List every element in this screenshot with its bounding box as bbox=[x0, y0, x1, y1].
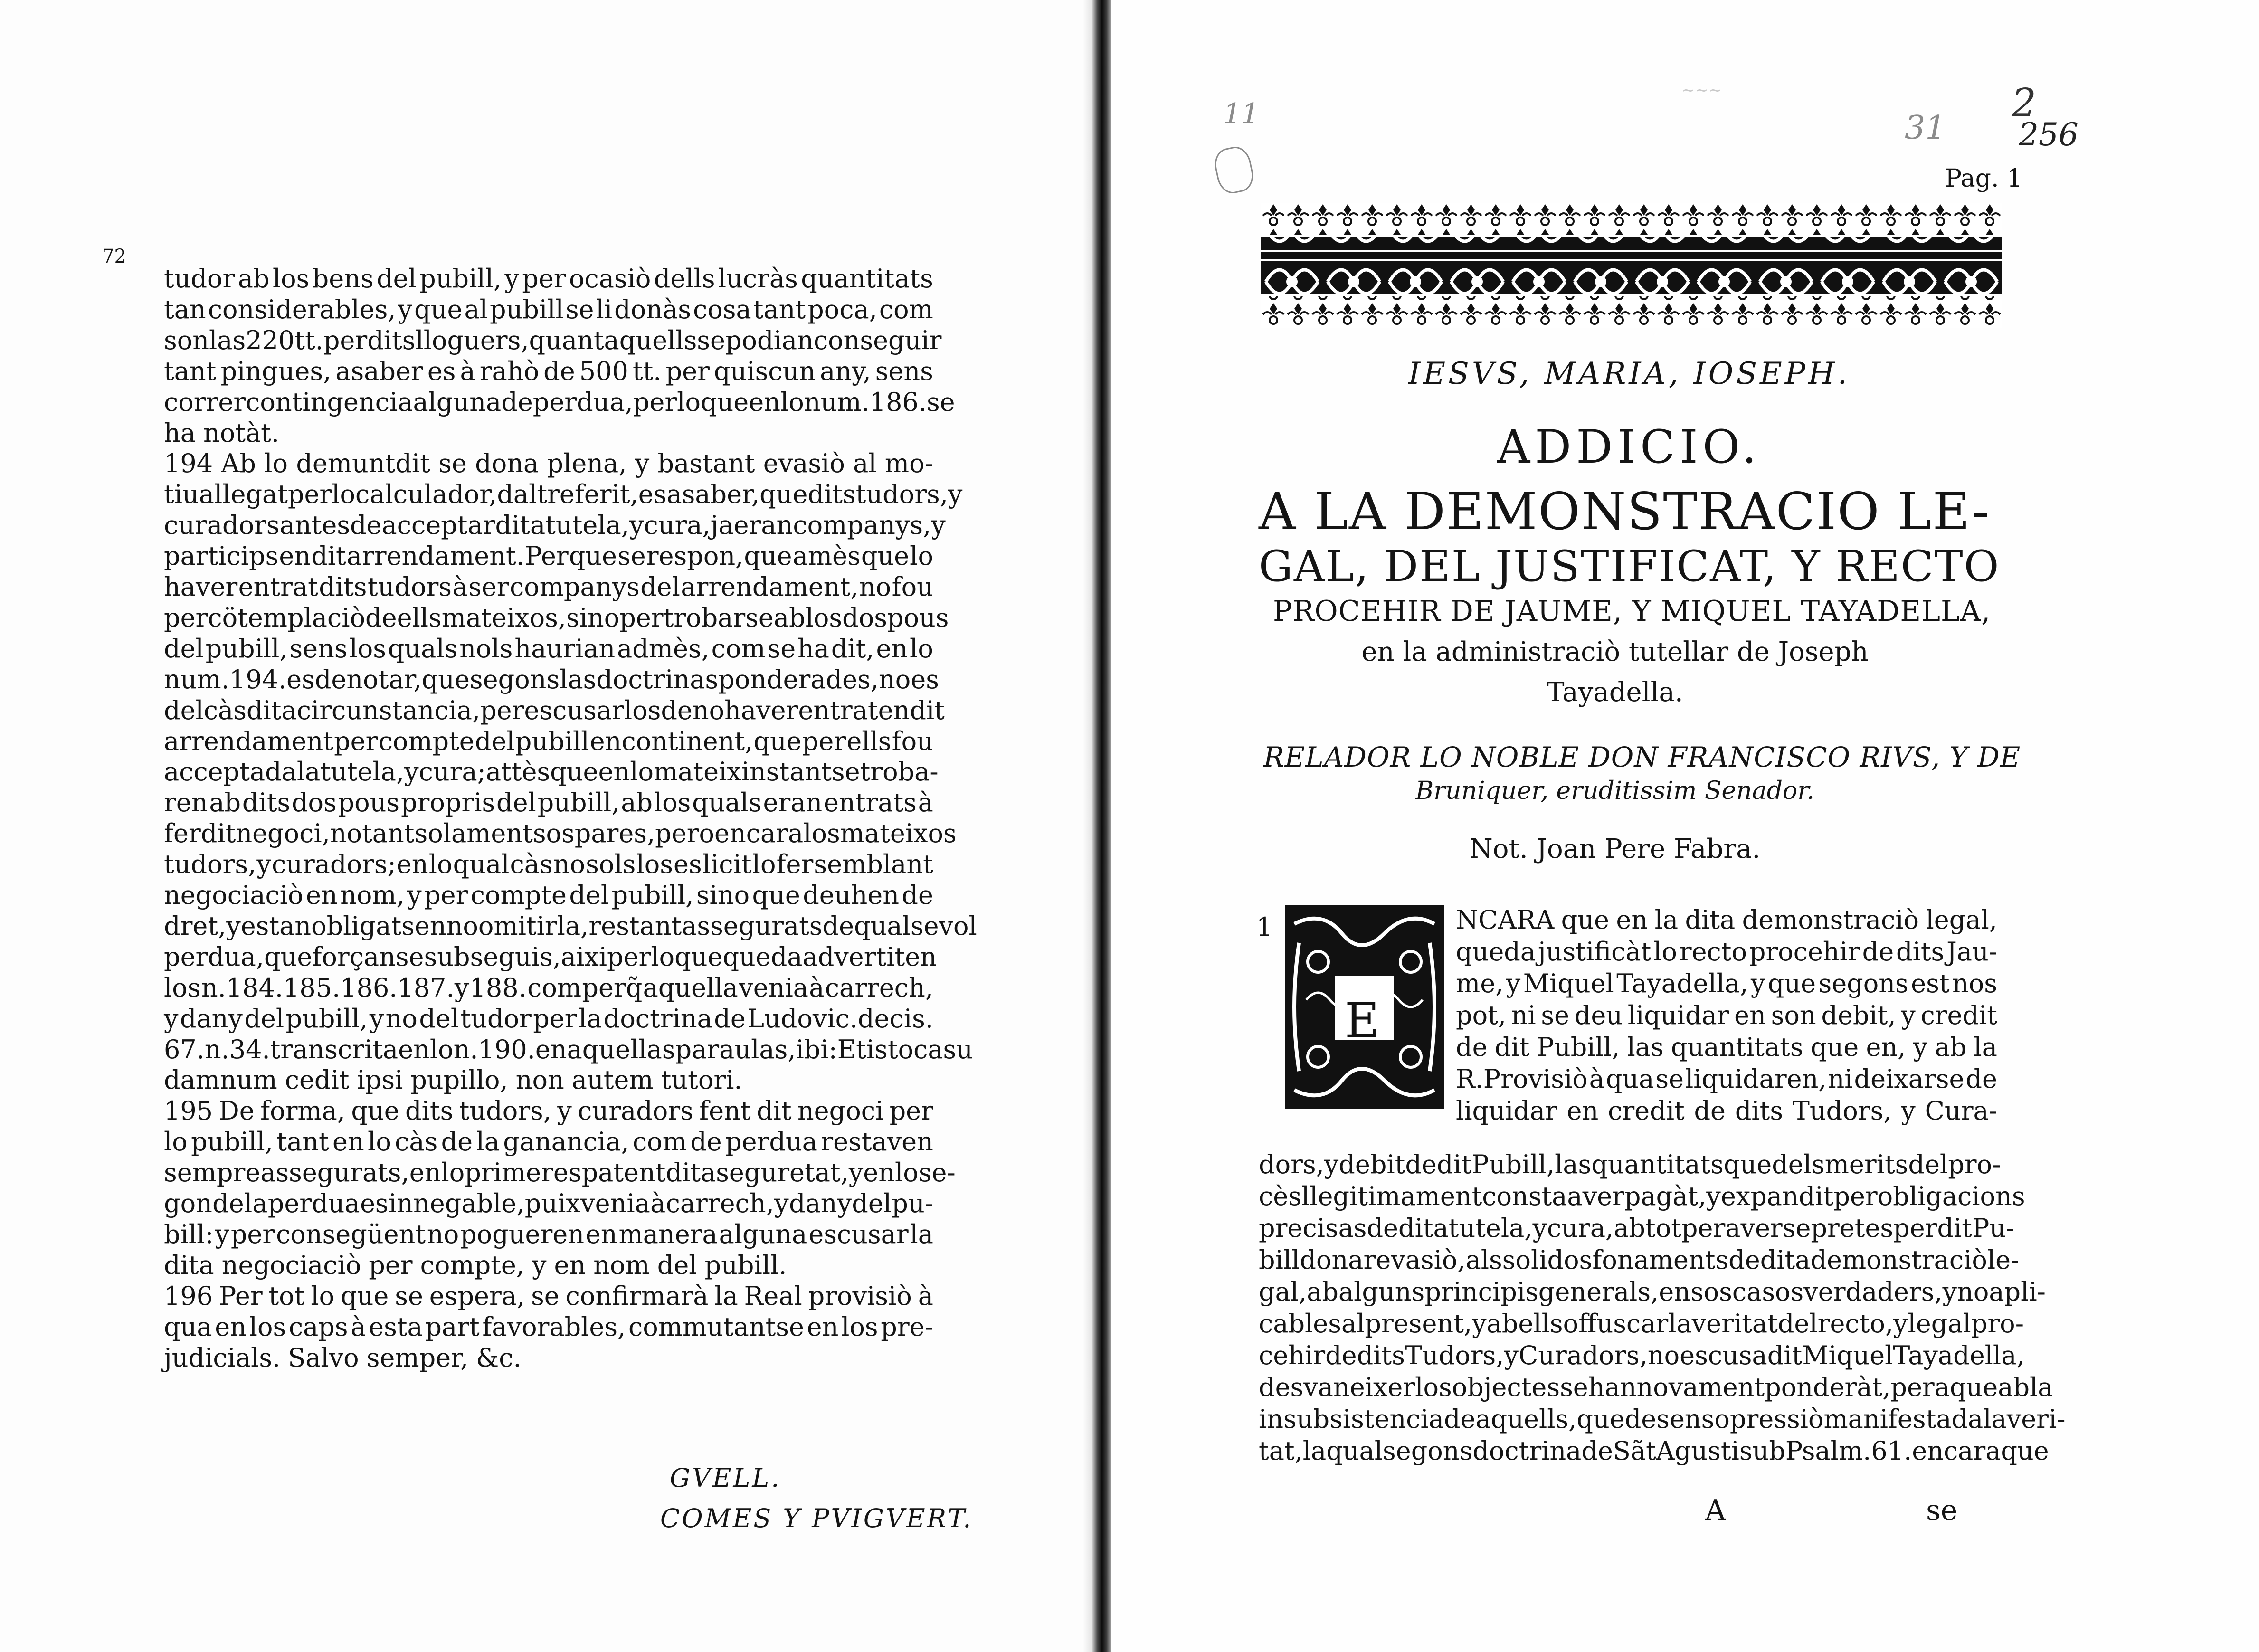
body-line: dita negociaciò per compte, y en nom del pubill. bbox=[164, 1250, 787, 1280]
notary-line: Not. Joan Pere Fabra. bbox=[1469, 834, 1761, 864]
body-line: son las 220 tt. per dits lloguers, quant aquells se podian conseguir bbox=[164, 325, 942, 355]
catchword: se bbox=[1926, 1494, 1958, 1527]
body-line: tant pingues, asaber es à rahò de 500 tt. per quiscun any, sens bbox=[164, 356, 933, 386]
heading-addicio: ADDICIO. bbox=[1497, 420, 1762, 474]
signature-guell: GVELL. bbox=[670, 1463, 781, 1493]
body-line: 67.n.34. transcrita en lo n.190. en aquellas parau las, ibi: Et isto casu bbox=[164, 1034, 973, 1064]
body-line: liquidar en credit de dits Tudors, y Cura- bbox=[1456, 1096, 1997, 1126]
body-line: precisas de dita tutela, y cura, ab tot per averse pretes per dit Pu- bbox=[1259, 1213, 2015, 1243]
body-line: cès llegitimament consta aver pagàt, y expandit per obligacions bbox=[1259, 1181, 2025, 1211]
body-line: per cötemplaciò de ells mateixos, sino per trobarse ab los dos pous bbox=[164, 602, 949, 633]
paragraph-number: 1 bbox=[1256, 912, 1273, 942]
body-line: dors, y debit de dit Pubill, las quantitats que dels merits del pro- bbox=[1259, 1149, 2001, 1179]
body-line: judicials. Salvo semper, &c. bbox=[164, 1342, 522, 1373]
body-line: lo pubill, tant en lo càs de la ganancia, com de perdua restaven bbox=[164, 1127, 933, 1157]
body-line: acceptada la tutela, y cura; attès que en lo mateix instant se troba- bbox=[164, 757, 939, 787]
body-line: 194 Ab lo demuntdit se dona plena, y bastant evasiò al mo- bbox=[164, 448, 933, 479]
body-line: tudor ab los bens del pubill, y per ocasiò dells lucràs quantitats bbox=[164, 264, 933, 294]
margin-note-31: 31 bbox=[1905, 109, 1946, 147]
body-line: insubsistencia de aquells, quede sens opressiò manifestada la veri- bbox=[1259, 1404, 2066, 1434]
body-line: tat, la qual segons doctrina de Sãt Agusti sub Psalm.61. encara que bbox=[1259, 1436, 2049, 1466]
body-line: ren ab dits dos pous propris del pubill, ab los quals eran entrats à bbox=[164, 788, 933, 818]
body-line: particips en dit arrendament. Per que se respon, que amès que lo bbox=[164, 541, 933, 571]
title-line-4: en la administraciò tutellar de Joseph bbox=[1361, 636, 1869, 667]
initial-letter: E bbox=[1345, 993, 1379, 1048]
body-line: 196 Per tot lo que se espera, se confirmarà la Real provisiò à bbox=[164, 1281, 933, 1311]
body-line: NCARA que en la dita demonstraciò legal, bbox=[1456, 905, 1997, 935]
body-line: de dit Pubill, las quantitats que en, y ab la bbox=[1456, 1032, 1997, 1062]
body-line: curadors antes de acceptar dita tutela, y cura, ja eran companys, y bbox=[164, 510, 946, 541]
body-line: haver entrat dits tudors à ser companys del arrendament, no fou bbox=[164, 572, 933, 602]
margin-note-11: 11 bbox=[1223, 97, 1260, 131]
body-line: cehir de dits Tudors, y Curadors, no escusa dit Miquel Tayadella, bbox=[1259, 1340, 2025, 1370]
left-page-number: 72 bbox=[102, 246, 126, 267]
title-line-5: Tayadella. bbox=[1547, 677, 1683, 708]
left-page bbox=[0, 0, 1092, 1652]
margin-note-2: 2 bbox=[2012, 81, 2037, 126]
body-line: qua en los caps à esta part favorables, commutantse en los pre- bbox=[164, 1311, 933, 1342]
body-line: tudors, y curadors; en lo qual càs no sols los es licit lo fer semblant bbox=[164, 849, 933, 880]
body-line: perdua, que forçan se subseguis, aixi per lo que queda advertit en bbox=[164, 941, 937, 972]
title-line-2: GAL, DEL JUSTIFICAT, Y RECTO bbox=[1259, 541, 2000, 591]
relator-line-2: Bruniquer, eruditissim Senador. bbox=[1415, 777, 1814, 805]
body-line: desvaneixer los objectes se han novament ponderàt, pera que ab la bbox=[1259, 1372, 2053, 1402]
signature-comes-puigvert: COMES Y PVIGVERT. bbox=[660, 1503, 973, 1533]
body-line: bill donar evasiò, als solidos fonaments de dita demonstraciò le- bbox=[1259, 1245, 2020, 1275]
body-line: ha notàt. bbox=[164, 418, 280, 448]
body-line: dret, y estan obligats en no omitirla, restant assegurats de qualsevol bbox=[164, 911, 977, 941]
signature-mark-a: A bbox=[1705, 1494, 1726, 1527]
body-line: 195 De forma, que dits tudors, y curadors fent dit negoci per bbox=[164, 1096, 933, 1126]
body-line: tiu allegat per lo calculador, dalt referit, es asaber, que dits tudors, y bbox=[164, 479, 963, 510]
folio-number-256: 256 bbox=[2019, 116, 2079, 153]
page-label: Pag. 1 bbox=[1945, 164, 2023, 193]
body-line: queda justificàt lo recto procehir de dits Jau- bbox=[1456, 937, 1997, 967]
ornamental-headband bbox=[1261, 203, 2002, 328]
body-line: arrendament per compte del pubill encontinent, que per ells fou bbox=[164, 726, 933, 756]
body-line: tan considerables, y que al pubill se li donàs cosa tant poca, com bbox=[164, 294, 933, 324]
body-line: num.194. es de notar, que segons las doctrinas ponderades, no es bbox=[164, 664, 939, 694]
body-line: correr contingencia alguna de perdua, per lo que en lo num.186. se bbox=[164, 387, 955, 417]
body-line: gal, ab alguns principis generals, en sos casos verdaders, y no apli- bbox=[1259, 1277, 2046, 1307]
body-line: R.Provisiò à qua se liquidaren, ni deixarse de bbox=[1456, 1064, 1997, 1094]
body-line: gon de la perdua es innegable, puix venia à carrech, y dany del pu- bbox=[164, 1188, 933, 1218]
body-line: del càs dita circunstancia, per escusarlos de no haver entrat en dit bbox=[164, 695, 945, 725]
body-line: los n.184.185.186.187.y 188. com perq̃ aquella venia à carrech, bbox=[164, 972, 933, 1003]
body-line: fer dit negoci, no tantsolament sos pares, pero encara los mateixos bbox=[164, 818, 957, 849]
body-line: negociaciò en nom, y per compte del pubill, sino que deuhen de bbox=[164, 880, 933, 910]
body-line: del pubill, sens los quals nols haurian admès, com se ha dit, en lo bbox=[164, 633, 933, 664]
title-line-1: A LA DEMONSTRACIO LE- bbox=[1259, 482, 1990, 541]
title-line-3: PROCEHIR DE JAUME, Y MIQUEL TAYADELLA, bbox=[1273, 595, 1991, 628]
body-line: y dany del pubill, y no del tudor per la doctrina de Ludovic.decis. bbox=[164, 1003, 933, 1034]
body-line: sempre assegurats, en lo primer es patent dita seguretat, y en lo se- bbox=[164, 1158, 956, 1188]
body-line: pot, ni se deu liquidar en son debit, y credit bbox=[1456, 1000, 1997, 1030]
invocation: IESVS, MARIA, IOSEPH. bbox=[1408, 356, 1850, 391]
body-line: me, y Miquel Tayadella, y que segons est nos bbox=[1456, 968, 1997, 998]
body-line: damnum cedit ipsi pupillo, non autem tutori. bbox=[164, 1065, 742, 1095]
relator-line-1: RELADOR LO NOBLE DON FRANCISCO RIVS, Y DE bbox=[1263, 741, 2021, 773]
body-line: bill: y per consegüent no pogueren en manera alguna escusar la bbox=[164, 1219, 933, 1249]
body-line: cables al present, y ab ells offuscar la veritat del recto, y legal pro- bbox=[1259, 1309, 2024, 1339]
margin-note-pencil: ~~~ bbox=[1681, 81, 1722, 100]
